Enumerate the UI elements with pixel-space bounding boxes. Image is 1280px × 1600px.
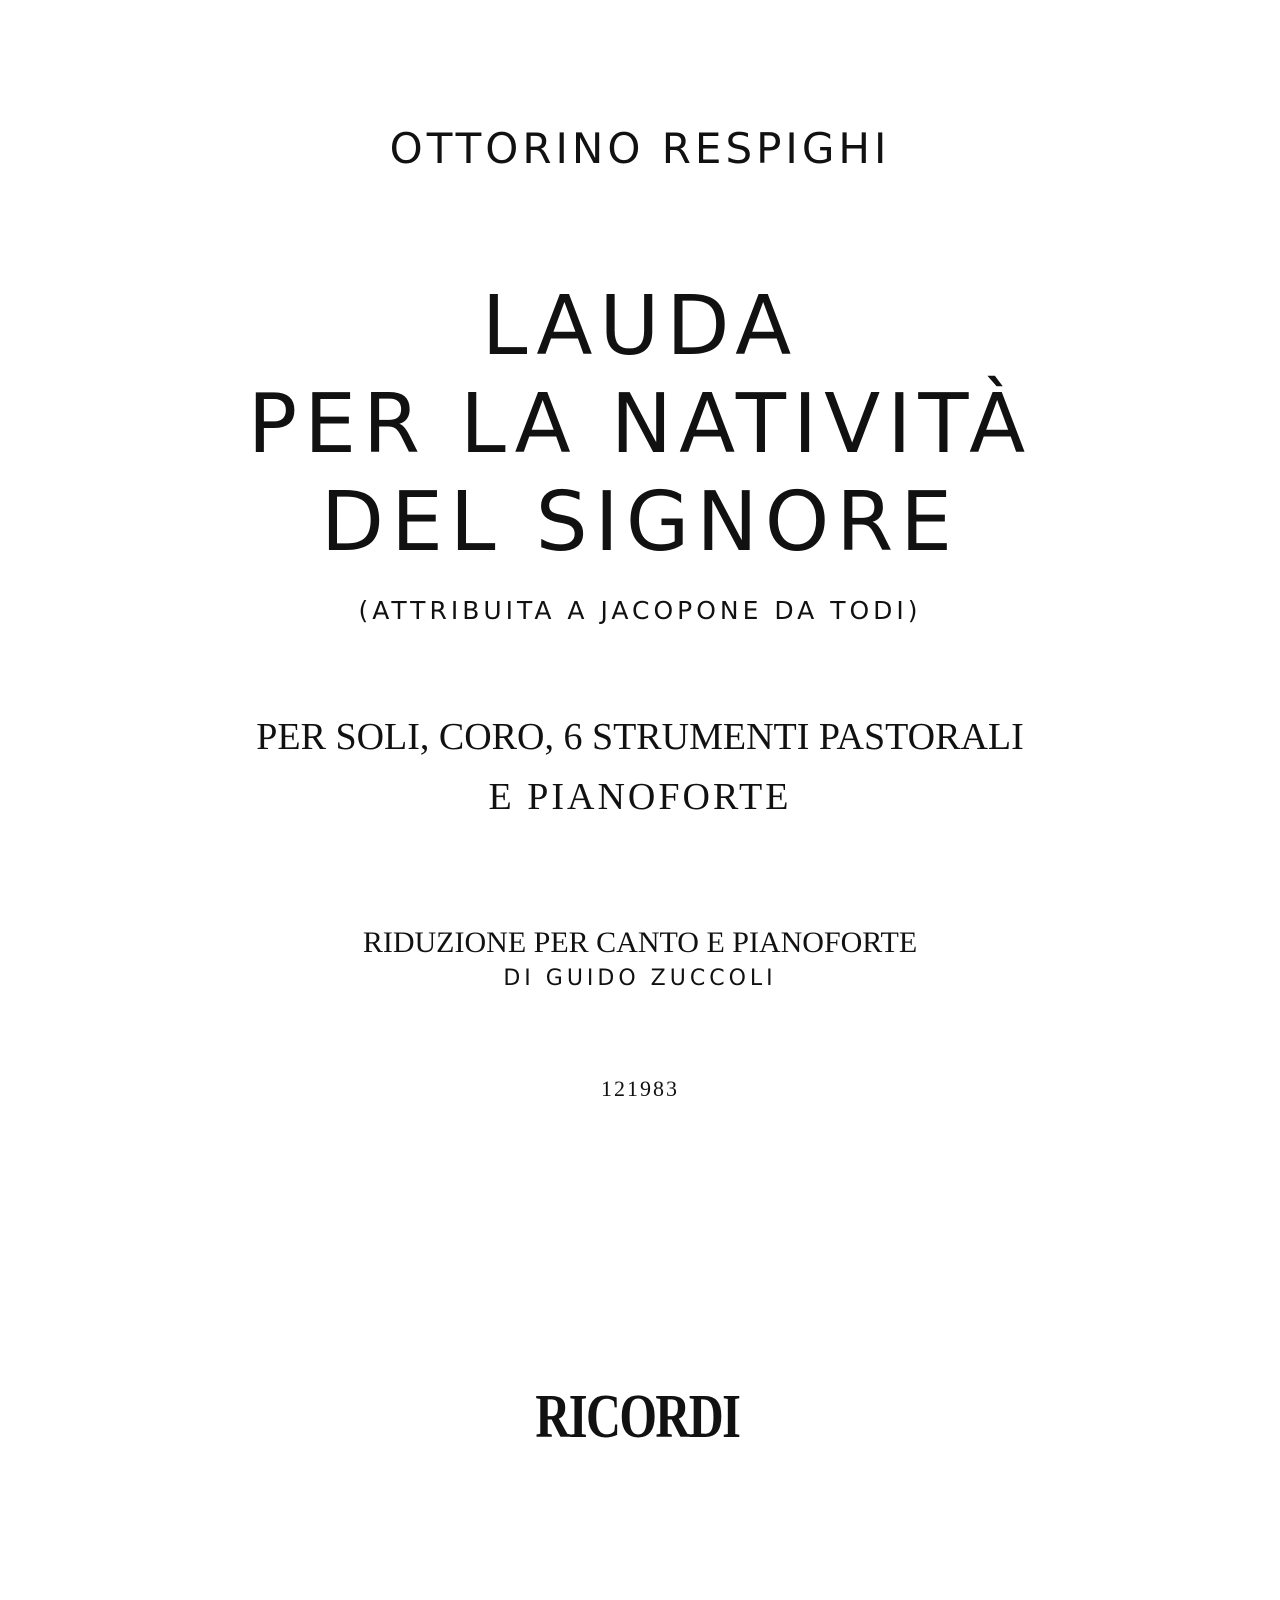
attribution: (ATTRIBUITA A JACOPONE DA TODI)	[358, 596, 922, 625]
scoring-line-2: E PIANOFORTE	[488, 776, 792, 818]
plate-number: 121983	[601, 1076, 679, 1101]
reduction-label: RIDUZIONE PER CANTO E PIANOFORTE	[362, 926, 918, 959]
composer-name: OTTORINO RESPIGHI	[389, 124, 891, 173]
publisher-logo: RICORDI	[535, 1383, 740, 1451]
scoring-line-1: PER SOLI, CORO, 6 STRUMENTI PASTORALI	[256, 716, 1024, 758]
title-line-1: LAUDA	[481, 279, 799, 374]
title-line-3: DEL SIGNORE	[320, 475, 960, 570]
arranger-credit: DI GUIDO ZUCCOLI	[503, 966, 777, 991]
title-line-2: PER LA NATIVITÀ	[247, 377, 1033, 472]
